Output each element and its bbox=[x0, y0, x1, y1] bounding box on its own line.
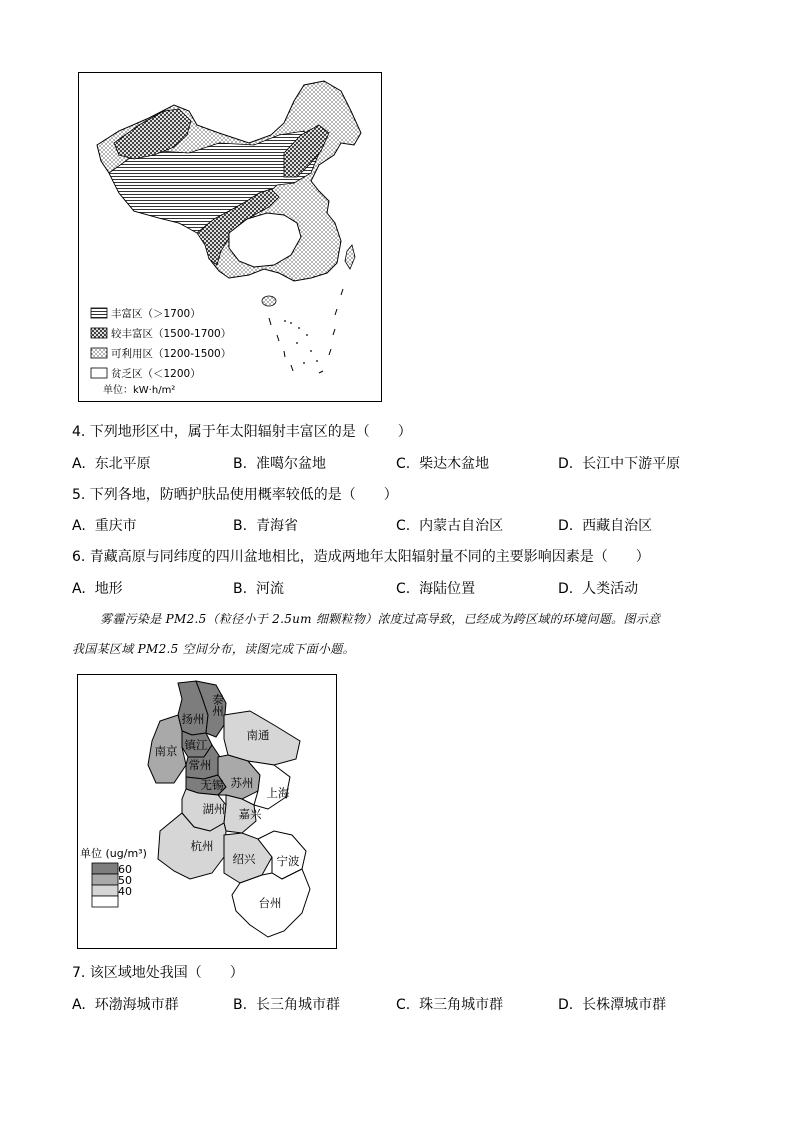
option-letter: B. bbox=[233, 518, 248, 534]
q7-option-c[interactable] bbox=[396, 994, 503, 1014]
option-text: 重庆市 bbox=[94, 518, 137, 534]
question-7: 7. 该区域地处我国（ ） bbox=[72, 965, 244, 981]
q6-option-c[interactable] bbox=[396, 578, 475, 598]
city-label-shanghai: 上海 bbox=[266, 786, 290, 800]
option-letter: D. bbox=[558, 997, 574, 1013]
option-text: 长三角城市群 bbox=[255, 997, 340, 1013]
option-text: 东北平原 bbox=[94, 456, 151, 472]
option-letter: B. bbox=[233, 581, 248, 597]
option-letter: A. bbox=[72, 518, 86, 534]
option-text: 青海省 bbox=[255, 518, 298, 534]
city-label-nanjing: 南京 bbox=[154, 744, 178, 758]
city-label-taizhou-js: 泰州 bbox=[211, 693, 225, 717]
pm25-legend-40: 40 bbox=[118, 885, 132, 898]
legend-unit: 单位：kW·h/m² bbox=[103, 385, 176, 396]
option-text: 内蒙古自治区 bbox=[419, 518, 504, 534]
legend-usable: 可利用区（1200-1500） bbox=[111, 348, 232, 360]
q4-option-a[interactable] bbox=[72, 453, 151, 473]
q7-option-d[interactable] bbox=[558, 994, 666, 1014]
south-sea-boundary bbox=[269, 289, 343, 373]
q4-option-d[interactable] bbox=[558, 453, 680, 473]
legend-relatively-rich: 较丰富区（1500-1700） bbox=[111, 328, 232, 340]
pm25-legend bbox=[80, 847, 147, 907]
q5-option-c[interactable] bbox=[396, 515, 503, 535]
south-sea-islands bbox=[284, 320, 318, 364]
legend-rich: 丰富区（＞1700） bbox=[111, 308, 201, 320]
option-text: 准噶尔盆地 bbox=[255, 456, 326, 472]
city-label-yangzhou: 扬州 bbox=[181, 712, 205, 726]
q6-option-d[interactable] bbox=[558, 578, 638, 598]
solar-radiation-map bbox=[78, 72, 382, 402]
option-text: 人类活动 bbox=[582, 581, 639, 597]
option-letter: C. bbox=[396, 581, 411, 597]
option-text: 地形 bbox=[94, 581, 123, 597]
q5-option-b[interactable] bbox=[233, 515, 298, 535]
q6-option-a[interactable] bbox=[72, 578, 123, 598]
city-label-wuxi: 无锡 bbox=[200, 778, 224, 792]
q4-option-b[interactable] bbox=[233, 453, 326, 473]
option-letter: D. bbox=[558, 581, 574, 597]
pm25-map-graphic bbox=[78, 675, 336, 948]
intro-line-2: 我国某区域 PM2.5 空间分布，读图完成下面小题。 bbox=[72, 642, 355, 656]
map1-legend bbox=[91, 307, 231, 396]
city-label-jiaxing: 嘉兴 bbox=[238, 807, 262, 821]
option-letter: A. bbox=[72, 456, 86, 472]
q5-option-a[interactable] bbox=[72, 515, 137, 535]
question-4: 4. 下列地形区中，属于年太阳辐射丰富区的是（ ） bbox=[72, 424, 412, 440]
option-letter: D. bbox=[558, 518, 574, 534]
taiwan-island bbox=[345, 245, 355, 269]
pm25-legend-50: 50 bbox=[118, 874, 132, 887]
option-letter: A. bbox=[72, 997, 86, 1013]
solar-radiation-map-graphic bbox=[79, 73, 381, 401]
city-label-ningbo: 宁波 bbox=[276, 854, 300, 868]
option-text: 长株潭城市群 bbox=[582, 997, 667, 1013]
option-letter: B. bbox=[233, 997, 248, 1013]
option-text: 珠三角城市群 bbox=[419, 997, 504, 1013]
city-label-changzhou: 常州 bbox=[188, 758, 212, 772]
q4-option-c[interactable] bbox=[396, 453, 489, 473]
q7-option-b[interactable] bbox=[233, 994, 340, 1014]
option-letter: C. bbox=[396, 456, 411, 472]
option-text: 海陆位置 bbox=[419, 581, 476, 597]
pm25-legend-title: 单位 (ug/m³) bbox=[80, 847, 147, 860]
option-text: 环渤海城市群 bbox=[94, 997, 179, 1013]
pm25-legend-60: 60 bbox=[118, 863, 132, 876]
option-text: 柴达木盆地 bbox=[419, 456, 490, 472]
city-label-suzhou: 苏州 bbox=[230, 776, 254, 790]
city-label-nantong: 南通 bbox=[246, 728, 270, 742]
question-6: 6. 青藏高原与同纬度的四川盆地相比，造成两地年太阳辐射量不同的主要影响因素是（ ） bbox=[72, 549, 650, 565]
option-letter: D. bbox=[558, 456, 574, 472]
option-letter: C. bbox=[396, 518, 411, 534]
city-label-huzhou: 湖州 bbox=[202, 802, 226, 816]
city-label-hangzhou: 杭州 bbox=[190, 839, 214, 853]
pm25-map bbox=[77, 674, 337, 949]
q6-option-b[interactable] bbox=[233, 578, 284, 598]
option-letter: C. bbox=[396, 997, 411, 1013]
legend-poor: 贫乏区（＜1200） bbox=[111, 368, 201, 380]
hainan-island bbox=[262, 296, 276, 306]
q5-option-d[interactable] bbox=[558, 515, 652, 535]
q7-option-a[interactable] bbox=[72, 994, 179, 1014]
option-text: 长江中下游平原 bbox=[582, 456, 681, 472]
city-label-taizhou-zj: 台州 bbox=[258, 896, 282, 910]
option-letter: A. bbox=[72, 581, 86, 597]
option-letter: B. bbox=[233, 456, 248, 472]
question-5: 5. 下列各地，防晒护肤品使用概率较低的是（ ） bbox=[72, 487, 398, 503]
intro-line-1: 雾霾污染是 PM2.5（粒径小于 2.5um 细颗粒物）浓度过高导致，已经成为跨区域的环境问题。图示意 bbox=[100, 612, 661, 626]
city-label-zhenjiang: 镇江 bbox=[184, 738, 208, 752]
city-label-shaoxing: 绍兴 bbox=[232, 852, 256, 866]
option-text: 河流 bbox=[255, 581, 284, 597]
option-text: 西藏自治区 bbox=[582, 518, 653, 534]
